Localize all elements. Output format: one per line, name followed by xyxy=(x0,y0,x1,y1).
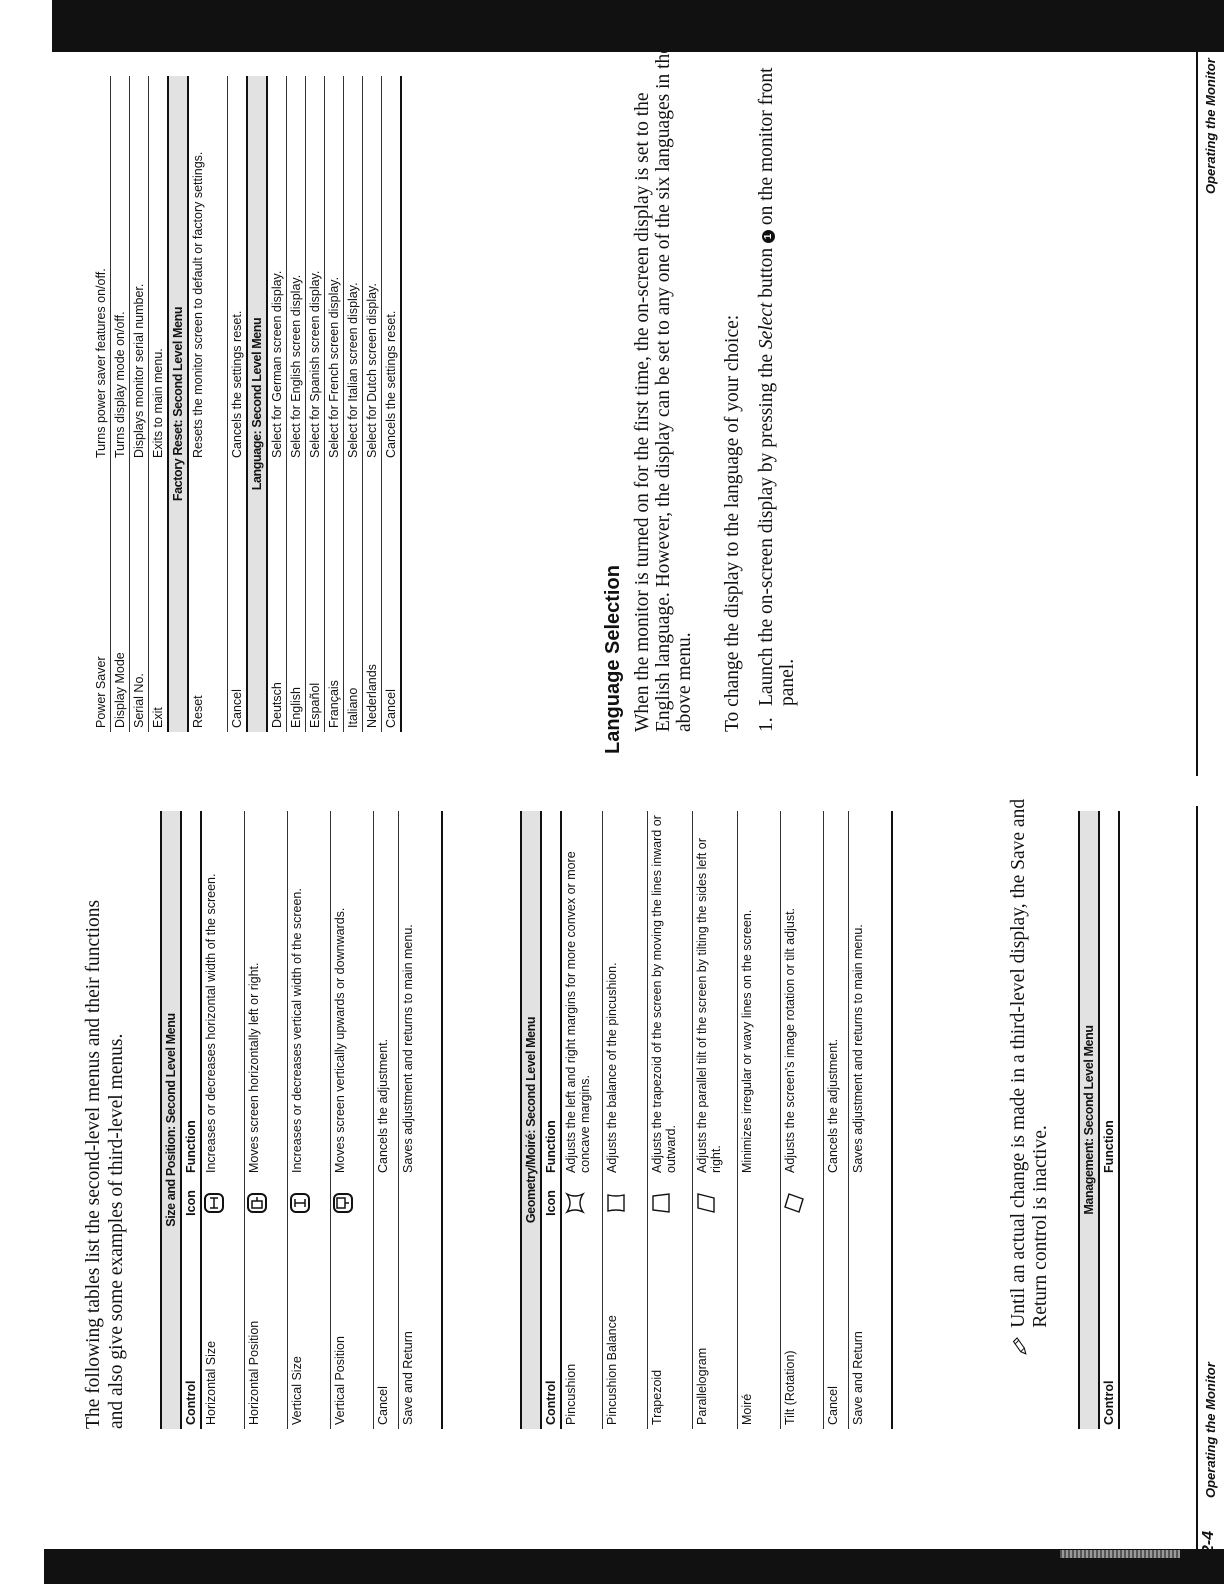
table-row xyxy=(130,76,149,732)
page-2-5 xyxy=(0,0,1224,784)
table-row xyxy=(288,811,331,1429)
control-cell: Display Mode xyxy=(111,462,130,732)
control-cell: Cancel xyxy=(374,1229,399,1429)
function-cell: Cancels the settings reset. xyxy=(382,76,402,462)
table-row xyxy=(738,811,781,1429)
column-header-function: Function xyxy=(181,811,201,1177)
pincushion-icon xyxy=(561,1177,603,1229)
page-number: 2-5 xyxy=(1200,22,1217,46)
function-cell: Resets the monitor screen to default or factory settings. xyxy=(188,76,228,462)
control-cell: Power Saver xyxy=(92,462,111,732)
function-cell: Select for Italian screen display. xyxy=(344,76,363,462)
footer-rule xyxy=(1196,806,1198,1556)
table-row xyxy=(331,811,374,1429)
horizontal-size-icon xyxy=(201,1177,245,1229)
control-cell: Reset xyxy=(188,462,228,732)
table-title: Geometry/Moiré: Second Level Menu xyxy=(521,811,541,1429)
function-cell: Adjusts the left and right margins for more convex or more concave margins. xyxy=(561,811,603,1177)
function-cell: Cancels the adjustment. xyxy=(824,811,849,1177)
table-row xyxy=(92,76,111,732)
table-row xyxy=(781,811,824,1429)
function-cell: Adjusts the balance of the pincushion. xyxy=(603,811,648,1177)
table-row xyxy=(693,811,738,1429)
function-cell: Minimizes irregular or wavy lines on the screen. xyxy=(738,811,781,1177)
select-button-name: Select xyxy=(756,302,777,350)
control-cell: Horizontal Size xyxy=(201,1229,245,1429)
page-number: 2-4 xyxy=(1200,1530,1217,1554)
control-cell: Vertical Position xyxy=(331,1229,374,1429)
parallelogram-icon xyxy=(693,1177,738,1229)
function-cell: Adjusts the screen's image rotation or tilt adjust. xyxy=(781,811,824,1177)
column-header-icon: Icon xyxy=(181,1177,201,1229)
table-row xyxy=(267,76,287,732)
management-table xyxy=(1078,811,1120,1429)
column-header-function: Function xyxy=(541,811,561,1177)
table-title: Size and Position: Second Level Menu xyxy=(161,811,181,1429)
control-cell: Deutsch xyxy=(267,462,287,732)
column-header-control: Control xyxy=(181,1229,201,1429)
table-row xyxy=(201,811,245,1429)
pincushion-balance-icon xyxy=(603,1177,648,1229)
footer-title: Operating the Monitor xyxy=(1203,58,1218,194)
function-cell: Select for Dutch screen display. xyxy=(363,76,382,462)
table-row xyxy=(344,76,363,732)
control-cell: Save and Return xyxy=(399,1229,443,1429)
control-cell: Vertical Size xyxy=(288,1229,331,1429)
table-row xyxy=(382,76,402,732)
language-selection-heading: Language Selection xyxy=(602,565,624,754)
table-row xyxy=(149,76,169,732)
table-row xyxy=(399,811,443,1429)
control-cell: Moiré xyxy=(738,1229,781,1429)
vertical-size-icon xyxy=(288,1177,331,1229)
button-number-badge: 1 xyxy=(762,230,775,243)
table-row xyxy=(325,76,344,732)
control-cell: Cancel xyxy=(382,462,402,732)
control-cell: Trapezoid xyxy=(648,1229,693,1429)
function-cell: Select for Spanish screen display. xyxy=(306,76,325,462)
control-cell: Serial No. xyxy=(130,462,149,732)
horizontal-position-icon xyxy=(245,1177,288,1229)
pencil-note-icon xyxy=(1009,1336,1031,1356)
step-number: 1. xyxy=(756,717,777,732)
control-cell: Pincushion Balance xyxy=(603,1229,648,1429)
control-cell: Español xyxy=(306,462,325,732)
table-row xyxy=(287,76,306,732)
intro-paragraph: The following tables list the second-level menus and their functions and also give some examples of third-level menus. xyxy=(83,899,127,1429)
function-cell: Exits to main menu. xyxy=(149,76,169,462)
table-row xyxy=(306,76,325,732)
language-table-title: Language: Second Level Menu xyxy=(247,76,267,732)
function-cell: Saves adjustment and returns to main menu. xyxy=(399,811,443,1177)
table-row xyxy=(603,811,648,1429)
column-header-control: Control xyxy=(1099,1229,1119,1429)
column-header-control: Control xyxy=(541,1229,561,1429)
control-cell: Italiano xyxy=(344,462,363,732)
table-title: Management: Second Level Menu xyxy=(1079,811,1099,1429)
table-row xyxy=(228,76,248,732)
function-cell: Select for German screen display. xyxy=(267,76,287,462)
function-cell: Select for English screen display. xyxy=(287,76,306,462)
language-instruction: To change the display to the language of your choice: xyxy=(722,314,743,732)
footer-title: Operating the Monitor xyxy=(1203,1362,1218,1498)
function-cell: Saves adjustment and returns to main menu. xyxy=(849,811,893,1177)
function-cell: Adjusts the parallel tilt of the screen by tilting the sides left or right. xyxy=(693,811,738,1177)
function-cell: Increases or decreases horizontal width of the screen. xyxy=(201,811,245,1177)
note xyxy=(1008,796,1052,1356)
table-row xyxy=(849,811,893,1429)
table-row xyxy=(374,811,399,1429)
control-cell: Nederlands xyxy=(363,462,382,732)
tilt-rotation-icon xyxy=(781,1177,824,1229)
note-text: Until an actual change is made in a third-level display, the Save and Return control is inactive. xyxy=(1008,798,1051,1328)
footer-rule xyxy=(1196,16,1198,776)
geometry-moire-table xyxy=(520,811,893,1429)
vertical-position-icon xyxy=(331,1177,374,1229)
size-position-table xyxy=(160,811,443,1429)
function-cell: Select for French screen display. xyxy=(325,76,344,462)
column-header-function: Function xyxy=(1099,811,1119,1177)
control-cell: Exit xyxy=(149,462,169,732)
control-cell: Français xyxy=(325,462,344,732)
control-cell: English xyxy=(287,462,306,732)
control-cell: Pincushion xyxy=(561,1229,603,1429)
table-row xyxy=(561,811,603,1429)
page-2-4 xyxy=(0,798,1224,1584)
control-cell: Save and Return xyxy=(849,1229,893,1429)
function-cell: Displays monitor serial number. xyxy=(130,76,149,462)
control-cell: Cancel xyxy=(824,1229,849,1429)
function-cell: Turns display mode on/off. xyxy=(111,76,130,462)
function-cell: Cancels the settings reset. xyxy=(228,76,248,462)
column-header-icon: Icon xyxy=(541,1177,561,1229)
function-cell: Turns power saver features on/off. xyxy=(92,76,111,462)
table-row xyxy=(648,811,693,1429)
function-cell: Cancels the adjustment. xyxy=(374,811,399,1177)
control-cell: Parallelogram xyxy=(693,1229,738,1429)
control-cell: Horizontal Position xyxy=(245,1229,288,1429)
table-row xyxy=(363,76,382,732)
table-row xyxy=(245,811,288,1429)
step-text: Launch the on-screen display by pressing the Select button 1 on the monitor front panel. xyxy=(756,67,798,706)
table-row xyxy=(188,76,228,732)
function-cell: Adjusts the trapezoid of the screen by moving the lines inward or outward. xyxy=(648,811,693,1177)
trapezoid-icon xyxy=(648,1177,693,1229)
table-row xyxy=(111,76,130,732)
function-cell: Moves screen horizontally left or right. xyxy=(245,811,288,1177)
management-continued-table xyxy=(92,76,402,732)
factory-reset-title: Factory Reset: Second Level Menu xyxy=(168,76,188,732)
language-paragraph: When the monitor is turned on for the first time, the on-screen display is set to the English language. However, the display can be set to any one of the six languages in the above menu. xyxy=(632,45,695,732)
control-cell: Cancel xyxy=(228,462,248,732)
step-1 xyxy=(756,32,798,732)
control-cell: Tilt (Rotation) xyxy=(781,1229,824,1429)
function-cell: Increases or decreases vertical width of the screen. xyxy=(288,811,331,1177)
function-cell: Moves screen vertically upwards or downwards. xyxy=(331,811,374,1177)
table-row xyxy=(824,811,849,1429)
